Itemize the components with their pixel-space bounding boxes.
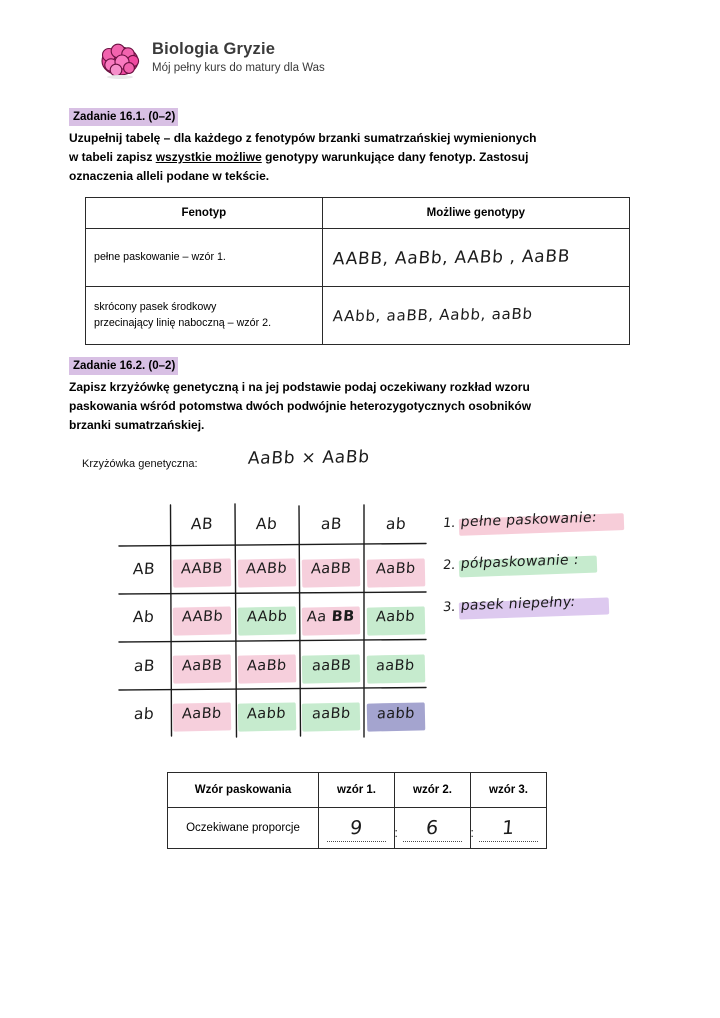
task-16-1-line1: Uzupełnij tabelę – dla każdego z fenotypów brzanki sumatrzańskiej wymienionych: [69, 131, 537, 145]
punnett-cell-r1c3: [299, 545, 364, 593]
legend-number: 1.: [442, 516, 457, 531]
ratio-cell-wzor-1: [319, 808, 398, 849]
ratio-cell-wzor-3: [471, 808, 547, 849]
task-16-1-line2-pre: w tabeli zapisz: [69, 149, 156, 164]
cell-text: aaBb: [375, 657, 416, 674]
punnett-row-header-4: [118, 690, 170, 738]
cell-text: aaBb: [311, 705, 352, 723]
table-row: [168, 808, 547, 849]
punnett-square: [118, 503, 428, 738]
row-label-oczekiwane-proporcje: Oczekiwane proporcje: [168, 808, 319, 849]
punnett-cell-r2c3: [299, 593, 364, 641]
phenotype-1-label: pełne paskowanie – wzór 1.: [86, 229, 323, 287]
punnett-cell-r1c2: [235, 545, 300, 593]
legend-item-1: [443, 508, 668, 550]
punnett-cell-r4c4: [364, 690, 429, 738]
cell-text: AAbb: [246, 609, 288, 626]
legend-text: pasek niepełny:: [459, 594, 577, 614]
brand-title: Biologia Gryzie: [152, 40, 276, 58]
cell-text: Aabb: [375, 609, 416, 626]
cell-text: aB: [320, 514, 343, 534]
legend-item-3: [443, 592, 668, 634]
task-16-1-line2-underline: wszystkie możliwe: [155, 149, 262, 164]
phenotype-genotype-table: [85, 197, 630, 345]
punnett-cell-r1c1: [170, 545, 235, 593]
task-16-2-line2: paskowania wśród potomstwa dwóch podwójnie heterozygotycznych osobników: [69, 398, 532, 413]
task-16-1-body: [69, 129, 649, 186]
punnett-cell-r1c4: [364, 545, 429, 593]
punnett-cell-r2c1: [170, 593, 235, 641]
cell-text: aaBB: [311, 657, 352, 674]
ratio-cell-wzor-2: [395, 808, 474, 849]
legend-number: 2.: [442, 558, 457, 573]
punnett-row-header-3: [118, 642, 170, 690]
task-16-2-header: Zadanie 16.2. (0–2): [69, 357, 178, 375]
table-row: [86, 229, 630, 287]
task-16-1-header: Zadanie 16.1. (0–2): [69, 108, 178, 126]
handwriting-ratio-2: 6: [425, 816, 440, 840]
punnett-cell-r4c1: [170, 690, 235, 738]
punnett-cell-r2c2: [235, 593, 300, 641]
phenotype-2-line1: skrócony pasek środkowy: [94, 301, 217, 314]
cross-label: Krzyżówka genetyczna:: [82, 458, 198, 470]
cell-text: Ab: [255, 514, 279, 534]
answer-dotted-line: [327, 841, 386, 842]
task-16-1-line2-post: genotypy warunkujące dany fenotyp. Zastosuj: [261, 149, 529, 164]
punnett-row-header-2: [118, 593, 170, 641]
cell-text: AABb: [181, 609, 224, 626]
cell-text: AaBb: [246, 657, 288, 674]
cell-text: ab: [385, 514, 407, 534]
cell-text: Ab: [132, 608, 156, 627]
col-header-wzor-2: wzór 2.: [395, 773, 471, 808]
punnett-cell-r3c3: [299, 642, 364, 690]
legend-number: 3.: [442, 600, 457, 615]
punnett-grid: [118, 503, 428, 738]
cell-text: AaBb: [375, 560, 417, 578]
punnett-corner-cell: [118, 503, 170, 545]
brand-header: [98, 38, 325, 82]
punnett-cell-r4c3: [299, 690, 364, 738]
cell-text: AABB: [180, 560, 224, 578]
legend-text: półpaskowanie :: [459, 551, 580, 573]
cell-text: aabb: [376, 705, 416, 723]
col-header-wzor-1: wzór 1.: [319, 773, 395, 808]
task-16-1-line3: oznaczenia alleli podane w tekście.: [69, 168, 270, 183]
punnett-col-header-4: [364, 503, 429, 545]
cell-text: Aa BB: [306, 608, 356, 626]
brand-subtitle: Mój pełny kurs do matury dla Was: [152, 62, 325, 75]
cell-text: AaBB: [181, 657, 223, 674]
ratio-separator: :: [470, 825, 474, 840]
col-header-fenotyp: Fenotyp: [86, 198, 323, 229]
table-row: [86, 287, 630, 345]
handwriting-genotypes-2: AAbb, aaBB, Aabb, aaBb: [331, 304, 534, 326]
legend-item-2: [443, 550, 668, 592]
phenotype-2-line2: przecinający linię naboczną – wzór 2.: [94, 316, 272, 329]
cell-text: AaBB: [310, 560, 352, 578]
task-16-2-line1: Zapisz krzyżówkę genetyczną i na jej podstawie podaj oczekiwany rozkład wzoru: [69, 380, 530, 394]
punnett-col-header-2: [235, 503, 300, 545]
legend-text: pełne paskowanie:: [459, 509, 598, 531]
cell-text: AB: [190, 514, 214, 534]
punnett-row-header-1: [118, 545, 170, 593]
task-16-2-body: [69, 378, 649, 435]
col-header-wzor-paskowania: Wzór paskowania: [168, 773, 319, 808]
punnett-col-header-1: [170, 503, 235, 545]
punnett-cell-r3c1: [170, 642, 235, 690]
punnett-cell-r4c2: [235, 690, 300, 738]
table-header-row: [86, 198, 630, 229]
cell-text: aB: [132, 656, 156, 675]
cell-text: ab: [133, 704, 155, 724]
task-16-2-line3: brzanki sumatrzańskiej.: [69, 417, 205, 432]
cross-value: [248, 448, 370, 468]
table-header-row: [168, 773, 547, 808]
col-header-genotypy: Możliwe genotypy: [322, 198, 629, 229]
answer-dotted-line: [403, 841, 462, 842]
cell-text: Aabb: [246, 705, 287, 723]
handwriting-ratio-3: 1: [501, 816, 516, 840]
cell-text: AABb: [245, 560, 288, 578]
handwriting-ratio-1: 9: [349, 816, 364, 840]
punnett-legend: [443, 508, 668, 634]
punnett-cell-r3c4: [364, 642, 429, 690]
expected-ratio-table: [167, 772, 547, 849]
handwriting-genotypes-1: AABB, AaBb, AABb , AaBB: [331, 246, 571, 269]
phenotype-2-label: [86, 287, 323, 345]
punnett-col-header-3: [299, 503, 364, 545]
punnett-cell-r3c2: [235, 642, 300, 690]
brain-icon: [98, 38, 142, 82]
genotypes-1-answer: [322, 229, 629, 287]
punnett-cell-r2c4: [364, 593, 429, 641]
genotypes-2-answer: [322, 287, 629, 345]
handwriting-cross-value: AaBb × AaBb: [247, 447, 371, 469]
ratio-separator: :: [394, 825, 398, 840]
answer-dotted-line: [479, 841, 538, 842]
cell-text: AB: [132, 559, 156, 579]
col-header-wzor-3: wzór 3.: [471, 773, 547, 808]
cell-text: AaBb: [181, 705, 223, 723]
